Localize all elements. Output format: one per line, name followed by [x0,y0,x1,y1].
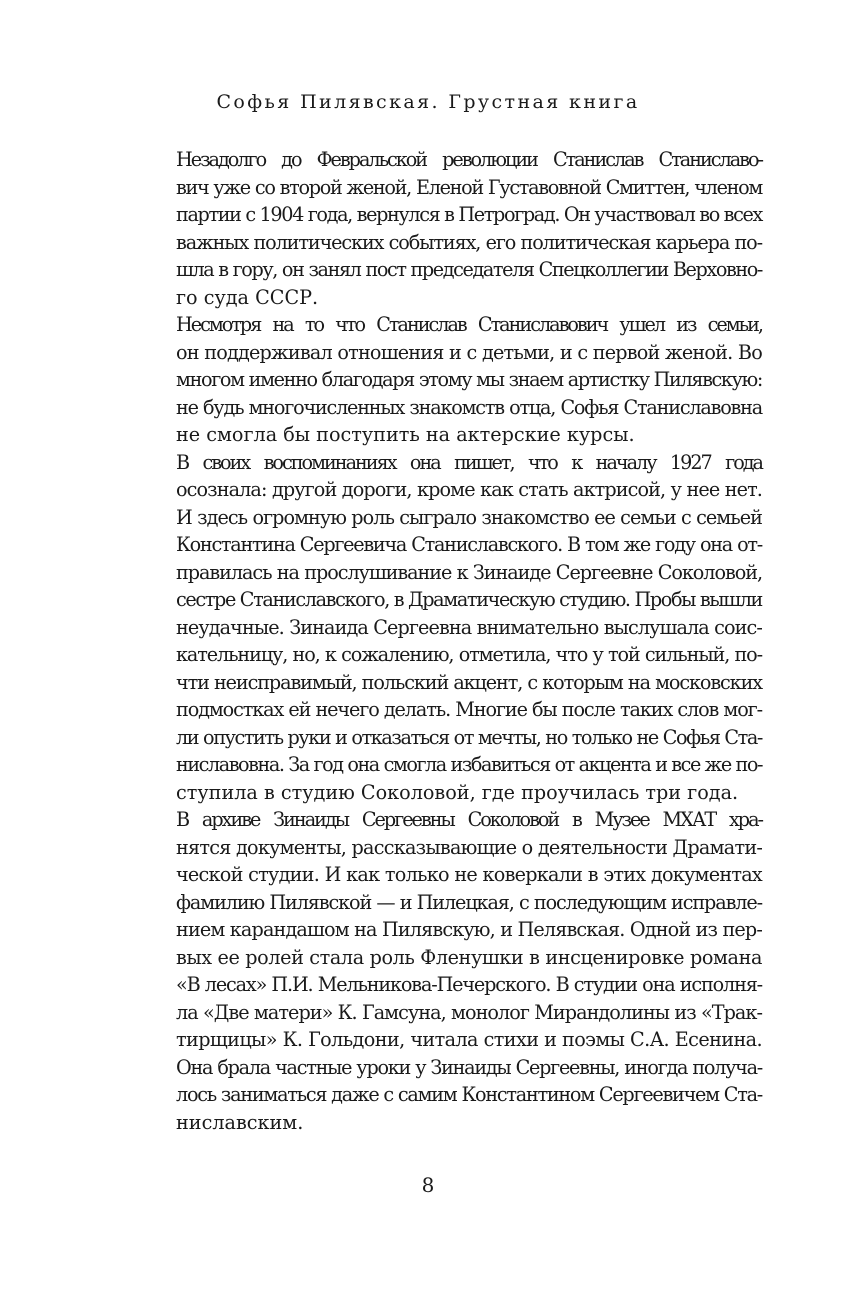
text-line: не смогла бы поступить на актерские курсы. [176,423,635,446]
text-line: партии с 1904 года, вернулся в Петроград. Он участвовал во всех [176,203,762,226]
text-line: Она брала частные уроки у Зинаиды Сергеевны, иногда получа- [176,1055,762,1079]
page-number: 8 [421,1173,435,1197]
body-text [146,146,762,1136]
text-line: он поддерживал отношения и с детьми, и с первой женой. Во [176,340,762,364]
paragraph [146,806,762,1136]
text-line: ниславовна. За год она смогла избавиться от акцента и все же по- [176,753,762,776]
text-line: многом именно благодаря этому мы знаем артистку Пилявскую: [176,368,762,391]
text-line: «В лесах» П.И. Мельникова-Печерского. В студии она исполня- [176,973,762,996]
text-line: не будь многочисленных знакомств отца, Софья Станиславовна [176,395,762,419]
text-line: фамилию Пилявской — и Пилецкая, с последующим исправле- [176,890,762,914]
text-line: ниславским. [176,1110,304,1134]
text-line: нием карандашом на Пилявскую, и Пелявская. Одной из пер- [176,918,762,941]
paragraph [146,449,762,807]
text-line: Константина Сергеевича Станиславского. В том же году она от- [176,533,762,556]
text-line: И здесь огромную роль сыграло знакомство ее семьи с семьей [176,505,762,529]
text-line: подмостках ей нечего делать. Многие бы после таких слов мог- [176,698,762,721]
text-line: ли опустить руки и отказаться от мечты, но только не Софья Ста- [176,725,762,749]
text-line: важных политических событиях, его политическая карьера по- [176,230,762,254]
text-line: го суда СССР. [176,285,319,309]
text-line: сестре Станиславского, в Драматическую студию. Пробы вышли [176,588,762,611]
text-line: вых ее ролей стала роль Фленушки в инсценировке романа [176,945,762,969]
text-line: нятся документы, рассказывающие о деятельности Драмати- [176,835,763,859]
text-line: В своих воспоминаниях она пишет, что к началу 1927 года [176,450,762,474]
running-head: Софья Пилявская. Грустная книга [216,91,640,113]
text-line: В архиве Зинаиды Сергеевны Соколовой в Музее МХАТ хра- [176,808,762,831]
paragraph [146,311,762,449]
text-line: правилась на прослушивание к Зинаиде Сергеевне Соколовой, [176,560,762,584]
text-line: ла «Две матери» К. Гамсуна, монолог Мирандолины из «Трак- [176,1000,762,1024]
text-line: Незадолго до Февральской революции Станислав Станиславо- [176,148,762,171]
text-line: Несмотря на то что Станислав Станиславович ушел из семьи, [176,313,762,336]
text-line: кательницу, но, к сожалению, отметила, что у той сильный, по- [176,643,762,666]
text-line: ступила в студию Соколовой, где проучилась три года. [176,780,739,804]
text-line: ческой студии. И как только не коверкали в этих документах [176,863,762,886]
text-line: лось заниматься даже с самим Константином Сергеевичем Ста- [176,1083,762,1106]
text-line: чти неисправимый, польский акцент, с которым на московских [176,670,762,694]
text-line: вич уже со второй женой, Еленой Густавовной Смиттен, членом [176,175,762,199]
paragraph [146,146,762,311]
text-line: тирщицы» К. Гольдони, читала стихи и поэмы С.А. Есенина. [176,1028,762,1051]
text-line: осознала: другой дороги, кроме как стать актрисой, у нее нет. [176,478,762,501]
text-line: неудачные. Зинаида Сергеевна внимательно выслушала соис- [176,615,762,639]
text-line: шла в гору, он занял пост председателя Спецколлегии Верховно- [176,258,762,281]
